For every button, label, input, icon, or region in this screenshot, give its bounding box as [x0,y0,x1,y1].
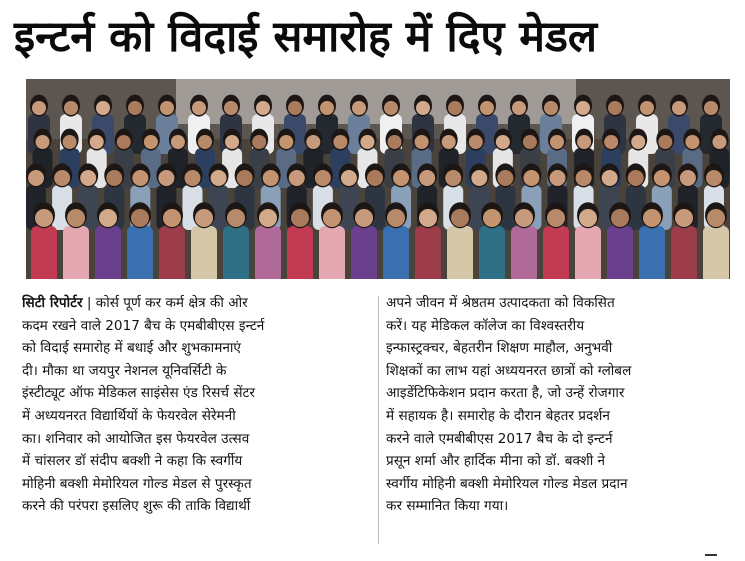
article-right-line: प्रसून शर्मा और हार्दिक मीना को डॉ. बक्शी ने [386,453,606,470]
article-column-left [22,292,374,518]
article-right-line: शिक्षकों का लाभ यहां अध्ययनरत छात्रों को ग्लोबल [386,362,632,379]
article-right-line: कर सम्मानित किया गया। [386,498,509,515]
article-right-line: आइडेंटिफिकेशन प्रदान करता है, जो उन्हें रोजगार [386,385,625,402]
article-right-line: अपने जीवन में श्रेष्ठतम उत्पादकता को विकसित [386,295,615,311]
article-left-line: इंस्टीट्यूट ऑफ मेडिकल साइंसेस एंड रिसर्च सेंटर [22,385,255,402]
article-left-line: में चांसलर डॉ संदीप बक्शी ने कहा कि स्वर्गीय [22,453,243,470]
article-left-line: में अध्ययनरत विद्यार्थियों के फेयरवेल सेरेमनी [22,407,236,424]
article-left-line: दी। मौका था जयपुर नेशनल यूनिवर्सिटी के [22,362,227,379]
article-right-line: स्वर्गीय मोहिनी बक्शी मेमोरियल गोल्ड मेडल प्रदान [386,475,628,492]
article-right-line: करने वाले एमबीबीएस 2017 बैच के दो इन्टर्न [386,430,613,447]
article-right-line: इन्फास्ट्रक्चर, बेहतरीन शिक्षण माहौल, अनुभवी [386,340,613,357]
article-left-line: का। शनिवार को आयोजित इस फेयरवेल उत्सव [22,430,250,447]
article-right-line: करें। यह मेडिकल कॉलेज का विश्वस्तरीय [386,317,585,334]
article-column-right [386,292,732,518]
article-left-line: कदम रखने वाले 2017 बैच के एमबीबीएस इन्टर्न [22,317,265,334]
group-photo-illustration [26,79,730,279]
article-left-line: करने की परंपरा इसलिए शुरू की ताकि विद्यार्थी [22,498,251,515]
group-photo [26,79,730,279]
column-divider [378,296,379,544]
byline: सिटी रिपोर्टर [22,295,83,311]
article-right-line: में सहायक है। समारोह के दौरान बेहतर प्रदर्शन [386,407,610,424]
article-left-line: | कोर्स पूर्ण कर कर्म क्षेत्र की ओर [82,295,248,311]
article-line-1 [22,292,374,315]
article-left-line: मोहिनी बक्शी मेमोरियल गोल्ड मेडल से पुरस्कृत [22,475,252,492]
headline: इन्टर्न को विदाई समारोह में दिए मेडल [14,12,598,62]
article-left-line: को विदाई समारोह में बधाई और शुभकामनाएं [22,340,241,357]
end-mark [705,554,717,556]
